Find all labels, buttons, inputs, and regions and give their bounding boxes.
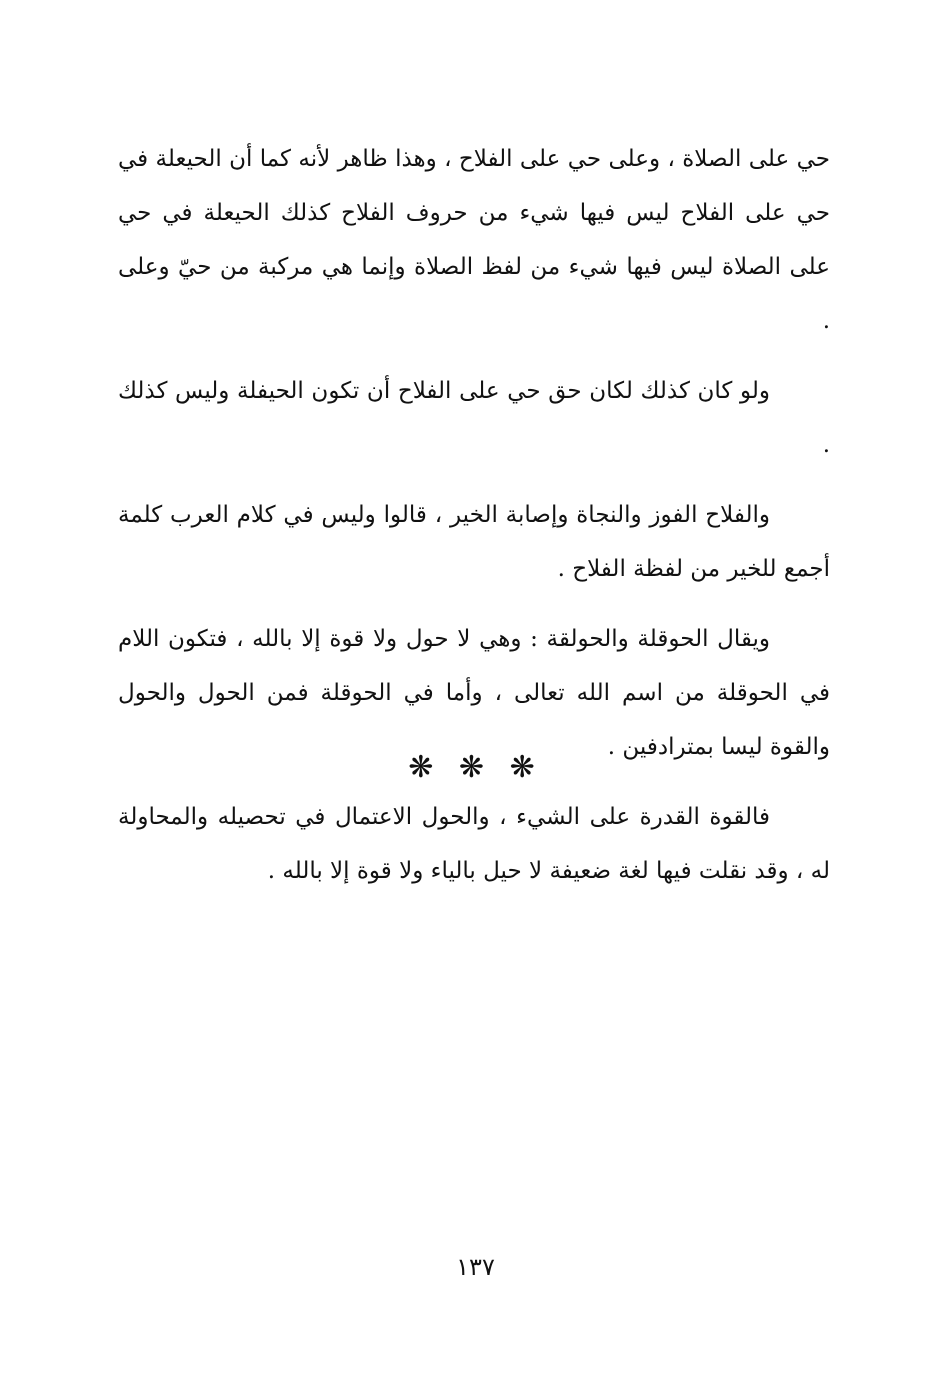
paragraph-5: فالقوة القدرة على الشيء ، والحول الاعتمال في تحصيله والمحاولة له ، وقد نقلت فيها لغة ضعيفة لا حيل بالياء ولا قوة إلا بالله . <box>118 804 830 884</box>
paragraph-2: ولو كان كذلك لكان حق حي على الفلاح أن تكون الحيفلة وليس كذلك . <box>118 378 830 458</box>
paragraph-1: حي على الصلاة ، وعلى حي على الفلاح ، وهذا ظاهر لأنه كما أن الحيعلة في حي على الفلاح ليس فيها شيء من حروف الفلاح كذلك الحيعلة في حي على الصلاة ليس فيها شيء من لفظ الصلاة وإنما هي مركبة من حيّ وعلى . <box>118 146 830 334</box>
body-text <box>118 132 830 914</box>
section-separator: ❋ ❋ ❋ <box>408 750 543 785</box>
paragraph-4: ويقال الحوقلة والحولقة : وهي لا حول ولا قوة إلا بالله ، فتكون اللام في الحوقلة من اسم الله تعالى ، وأما في الحوقلة فمن الحول والحول والقوة ليسا بمترادفين . <box>118 626 830 760</box>
page-number: ١٣٧ <box>456 1253 495 1281</box>
paragraph-3: والفلاح الفوز والنجاة وإصابة الخير ، قالوا وليس في كلام العرب كلمة أجمع للخير من لفظة الفلاح . <box>118 502 830 582</box>
